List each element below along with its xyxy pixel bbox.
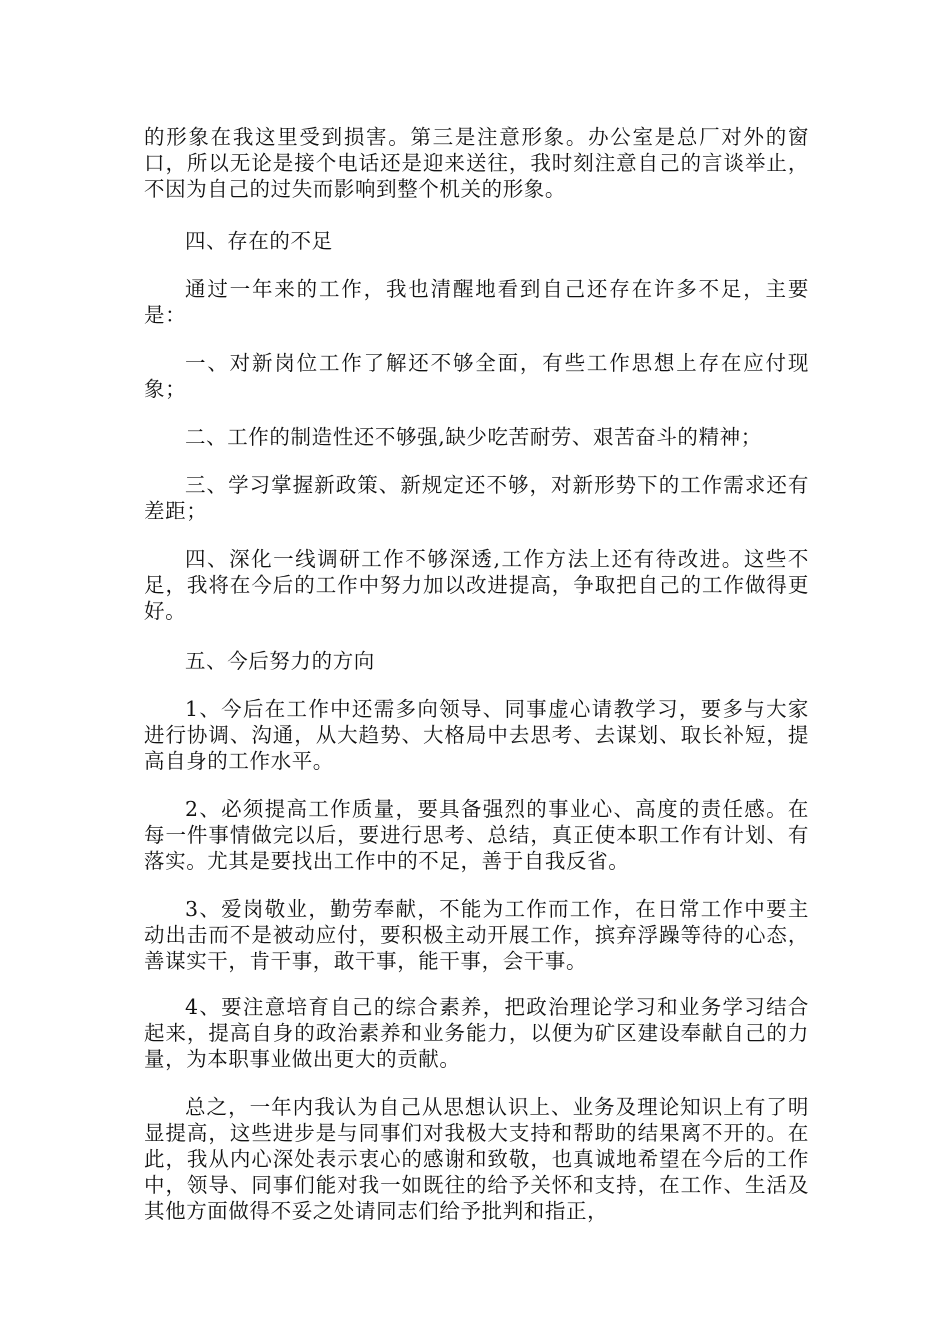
paragraph-direction-3: 3、爱岗敬业，勤劳奉献，不能为工作而工作，在日常工作中要主动出击而不是被动应付，要积极主动开展工作，摈弃浮躁等待的心态，善谋实干，肯干事，敢干事，能干事，会干事。 [144,897,809,973]
paragraph-shortcoming-1: 一、对新岗位工作了解还不够全面，有些工作思想上存在应付现象； [144,351,809,401]
section-heading-shortcomings: 四、存在的不足 [185,229,333,253]
paragraph-image-continuation: 的形象在我这里受到损害。第三是注意形象。办公室是总厂对外的窗口，所以无论是接个电话还是迎来送往，我时刻注意自己的言谈举止，不因为自己的过失而影响到整个机关的形象。 [144,125,809,201]
paragraph-conclusion: 总之，一年内我认为自己从思想认识上、业务及理论知识上有了明显提高，这些进步是与同事们对我极大支持和帮助的结果离不开的。在此，我从内心深处表示衷心的感谢和致敬，也真诚地希望在今后的工作中，领导、同事们能对我一如既往的给予关怀和支持，在工作、生活及其他方面做得不妥之处请同志们给予批判和指正， [144,1095,809,1223]
paragraph-direction-2: 2、必须提高工作质量，要具备强烈的事业心、高度的责任感。在每一件事情做完以后，要进行思考、总结，真正使本职工作有计划、有落实。尤其是要找出工作中的不足，善于自我反省。 [144,797,809,873]
paragraph-shortcomings-intro: 通过一年来的工作，我也清醒地看到自己还存在许多不足，主要是： [144,277,809,327]
section-heading-future-direction: 五、今后努力的方向 [185,649,375,673]
paragraph-direction-1: 1、今后在工作中还需多向领导、同事虚心请教学习，要多与大家进行协调、沟通，从大趋势、大格局中去思考、去谋划、取长补短，提高自身的工作水平。 [144,697,809,773]
paragraph-direction-4: 4、要注意培育自己的综合素养，把政治理论学习和业务学习结合起来，提高自身的政治素养和业务能力，以便为矿区建设奉献自己的力量，为本职事业做出更大的贡献。 [144,995,809,1071]
paragraph-shortcoming-3: 三、学习掌握新政策、新规定还不够，对新形势下的工作需求还有差距； [144,473,809,523]
paragraph-shortcoming-4: 四、深化一线调研工作不够深透,工作方法上还有待改进。这些不足，我将在今后的工作中努力加以改进提高，争取把自己的工作做得更好。 [144,547,809,623]
paragraph-shortcoming-2: 二、工作的制造性还不够强,缺少吃苦耐劳、艰苦奋斗的精神； [185,425,762,449]
